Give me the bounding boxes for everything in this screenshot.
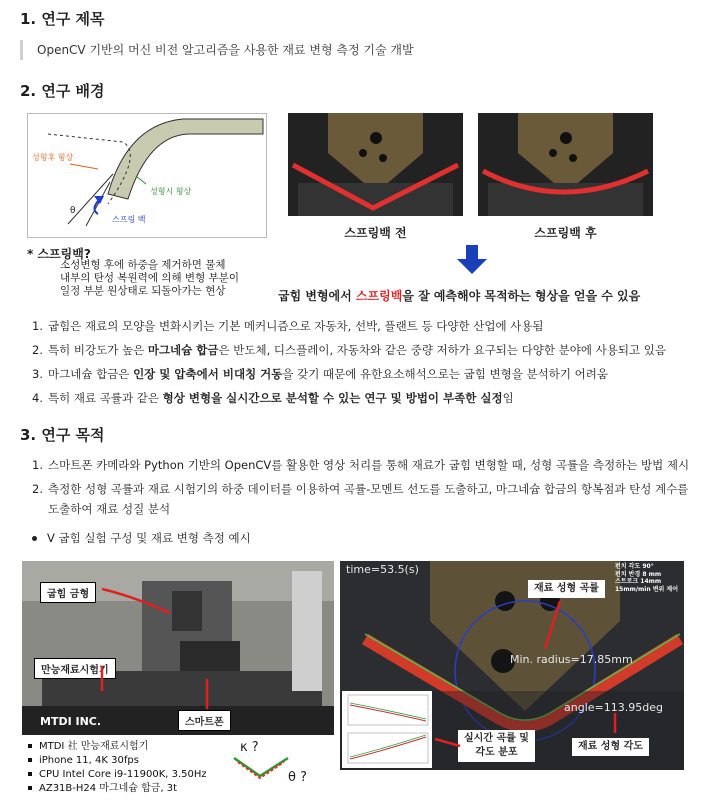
mtdi-brand: MTDI INC. [40,715,102,728]
experiment-bullet [32,530,251,546]
label-forming-curvature: 재료 성형 곡률 [528,580,605,598]
equipment-specs [28,740,207,796]
spec-item: AZ31B-H24 마그네슘 합금, 3t [28,782,207,796]
diagram-springback-label: 스프링 백 [112,215,146,224]
press-photo-after [478,113,653,216]
theta-question-label: θ ? [288,770,307,785]
list-item: 3. 마그네슘 합금은 인장 및 압축에서 비대칭 거동을 갖기 때문에 유한요소해석으로는 굽힘 변형을 분석하기 어려움 [32,367,608,381]
diagram-theta-label: θ [70,206,76,216]
conclusion-post: 을 잘 예측해야 목적하는 형상을 얻을 수 있음 [402,289,641,303]
photo-before-springback [288,113,463,216]
list-item: 2. 특히 비강도가 높은 마그네슘 합금은 반도체, 디스플레이, 자동차와 같은 중량 저하가 요구되는 다양한 분야에 사용되고 있음 [32,343,666,357]
diagram-after-shape-label: 성형후 형상 [32,153,74,162]
list-item-continued: 도출하여 재료 성질 분석 [48,502,171,516]
conclusion-highlight: 스프링백 [355,289,403,303]
conclusion-pre: 굽힘 변형에서 [278,289,356,303]
list-item: 2. 측정한 성형 곡률과 재료 시험기의 하중 데이터를 이용하여 곡률-모멘트 선도를 도출하고, 마그네슘 합금의 항복점과 탄성 계수를 [32,482,689,496]
section2-heading: 2. 연구 배경 [20,82,105,100]
bullet-dot [32,536,37,541]
down-arrow-icon [457,245,487,275]
springback-diagram [27,113,267,238]
list-item: 4. 특히 재료 곡률과 같은 형상 변형을 실시간으로 분석할 수 있는 연구 및 방법이 부족한 실정임 [32,391,514,405]
research-title-quote: OpenCV 기반의 머신 비전 알고리즘을 사용한 재료 변형 측정 기술 개발 [20,40,414,60]
springback-title: * 스프링백? [27,247,91,261]
spec-item: CPU Intel Core i9-11900K, 3.50Hz [28,768,207,782]
min-radius-readout: Min. radius=17.85mm [510,653,633,666]
right-annotation-arrows [340,561,684,770]
springback-diagram-svg [28,114,266,237]
spec-item: iPhone 11, 4K 30fps [28,754,207,768]
label-realtime-distribution: 실시간 곡률 및 각도 분포 [458,730,535,762]
press-photo-before [288,113,463,216]
label-forming-angle: 재료 성형 각도 [572,738,649,756]
bullet-text: V 굽힘 실험 구성 및 재료 변형 측정 예시 [47,531,251,545]
label-utm: 만능재료시험기 [34,658,116,679]
list-item: 1. 스마트폰 카메라와 Python 기반의 OpenCV를 활용한 영상 처리를 통해 재료가 굽힘 변형할 때, 성형 곡률을 측정하는 방법 제시 [32,458,690,472]
diagram-during-shape-label: 성형시 형상 [150,187,192,196]
angle-readout: angle=113.95deg [564,701,663,714]
annotation-arrows [22,561,334,735]
springback-desc-line: 일정 부분 원상태로 되돌아가는 현상 [60,285,226,297]
section1-heading: 1. 연구 제목 [20,10,105,28]
list-item: 1. 굽힘은 재료의 모양을 변화시키는 기본 메커니즘으로 자동차, 선박, 플랜트 등 다양한 산업에 사용됨 [32,319,544,333]
spec-item: MTDI 社 만능재료시험기 [28,740,207,754]
caption-after: 스프링백 후 [534,226,597,240]
label-bending-die: 굽힘 금형 [40,582,96,603]
test-info: 펀치 각도 90° 펀치 반경 8 mm 스트로크 14mm 15mm/min 변위 제어 [615,563,678,593]
label-smartphone: 스마트폰 [178,710,231,731]
caption-before: 스프링백 전 [344,226,407,240]
springback-desc-line: 소성변형 후에 하중을 제거하면 물체 [60,259,226,271]
springback-desc-line: 내부의 탄성 복원력에 의해 변형 부분이 [60,272,239,284]
curvature-angle-icon [232,752,292,780]
kappa-label: κ ? [240,740,259,755]
photo-after-springback [478,113,653,216]
springback-description [60,259,239,298]
section3-heading: 3. 연구 목적 [20,426,105,444]
time-readout: time=53.5(s) [346,563,419,576]
springback-conclusion [278,287,640,304]
